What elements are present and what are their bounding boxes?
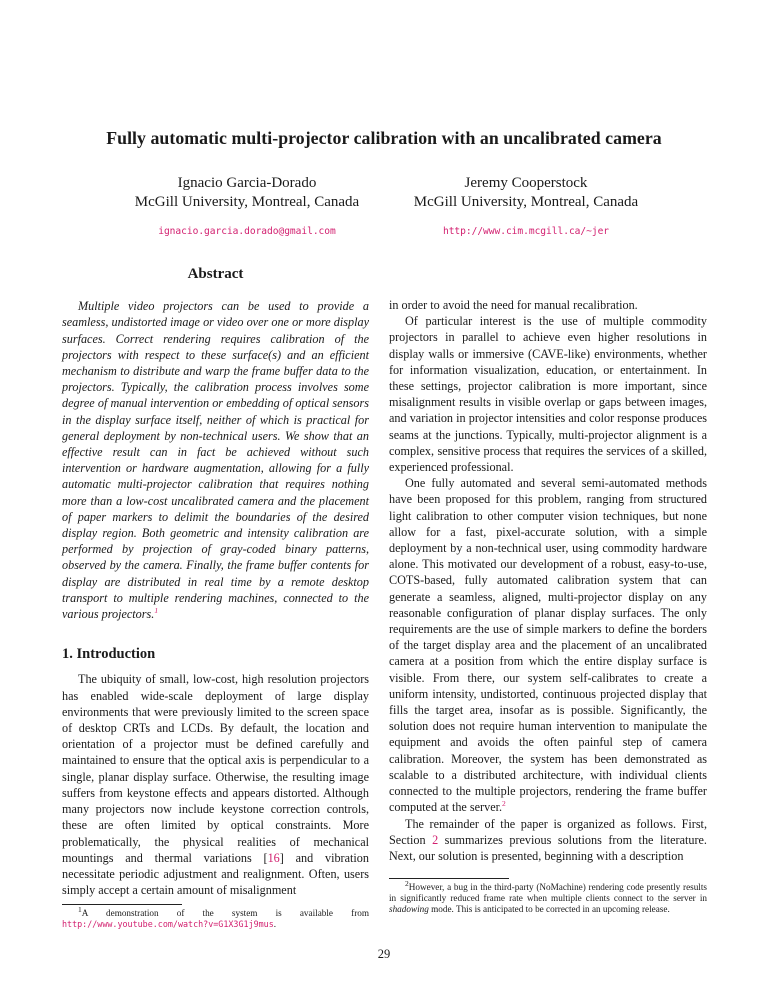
paper-title: Fully automatic multi-projector calibration with an uncalibrated camera <box>106 128 662 148</box>
intro-text-a: The ubiquity of small, low-cost, high resolution projectors has enabled wide-scale deployment of large display environments that were previously limited to the screen space of desktop CRTs and LCDs. By default, the location and orientation of a projector must be defined carefully and maintained to ensure that the optical axis is perpendicular to a single, planar display surface. Otherwise, the resulting image suffers from keystone effects and appears distorted. Although many projectors now include keystone correction controls, these are often limited by optical constraints. More problematically, the physical realities of mechanical mountings and thermal variations [ <box>62 672 369 865</box>
author-2 <box>388 174 664 241</box>
paragraph-text: One fully automated and several semi-automated methods have been proposed for this problem, ranging from structured light calibration to other computer vision techniques, but none allow for a fast, pixel-accurate solution, with a simple deployment by a non-technical user, using commodity hardware alone. This motivated our development of a robust, easy-to-use, COTS-based, fully automated calibration system that can generate a seamless, aligned, multi-projector display on any reasonable configuration of planar display surfaces. The only requirements are the use of simple markers to define the borders of the target display area and the placement of an uncalibrated camera at a position from which the entire display surface is visible. From there, our system self-calibrates to create a uniform intensity, undistorted, continuous projected display that fills the target area, insofar as is possible. Significantly, the solution does not require human intervention to manipulate the equipment and avoids the often painful step of camera calibration. Moreover, the system has been demonstrated as scalable to a distributed architecture, with individual clients connected to the multiple projectors, rendering the frame buffer computed at the server. <box>389 476 707 815</box>
footnote-2 <box>389 879 707 915</box>
author-affiliation: McGill University, Montreal, Canada <box>413 194 639 210</box>
author-affiliation: McGill University, Montreal, Canada <box>134 194 360 210</box>
citation-link[interactable]: 16 <box>267 850 280 865</box>
paragraph: in order to avoid the need for manual recalibration. <box>389 298 638 312</box>
intro-text-b: ] and vibration necessitate periodic adjustment and realignment. Often, users simply accept a certain amount of misalignment <box>62 850 369 898</box>
author-name: Jeremy Cooperstock <box>464 175 588 191</box>
footnote-video-link[interactable]: http://www.youtube.com/watch?v=G1X3G1j9mus <box>62 919 274 930</box>
abstract-body: Multiple video projectors can be used to provide a seamless, undistorted image or video over one or more display surfaces. Correct rendering requires calibration of the projectors with respect to these surface(s) and an efficient mechanism to distribute and warp the frame buffer data to the projectors. Typically, the calibration process involves some degree of manual intervention or embedding of optical sensors in the display surface itself, neither of which is practical for general deployment by non-technical users. We show that an effective result can in fact be achieved without such intervention or hardware augmentation, allowing for a fully automatic multi-projector calibration that requires nothing more than a low-cost uncalibrated camera and the placement of paper markers to delimit the boundaries of the desired display region. Both geometric and intensity calibration are performed by projection of gray-coded binary patterns, observed by the camera. Finally, the frame buffer contents for display are distributed in real time by a remote desktop transport to multiple rendering machines, connected to the various projectors. <box>62 299 369 622</box>
footnote-emphasis: shadowing <box>389 904 429 915</box>
footnote-text-a: However, a bug in the third-party (NoMachine) rendering code presently results in significantly reduced frame rate when multiple clients connect to the server in <box>389 882 707 904</box>
paragraph <box>389 475 707 815</box>
paragraph: Of particular interest is the use of multiple commodity projectors in parallel to achieve even higher resolutions in display walls or immersive (CAVE-like) environments, whether for information visualization, education, or entertainment. In these settings, projector calibration is more important, since misalignment results in visible overlap or gaps between images, and variation in projector intensities and color response produces seams at the junctions. Typically, multi-projector alignment is a complex, sensitive process that requires the services of a skilled, experienced professional. <box>389 314 707 475</box>
abstract-heading: Abstract <box>187 266 244 282</box>
paragraph-text-a: The remainder of the paper is organized as follows. First, Section <box>389 816 707 847</box>
footnote-text: A demonstration of the system is available from <box>81 908 369 919</box>
author-1 <box>108 174 386 241</box>
intro-paragraph <box>62 671 369 898</box>
page-number: 29 <box>377 947 391 961</box>
left-column <box>62 262 369 930</box>
footnote-area-right <box>389 878 707 915</box>
section-ref-link[interactable]: 2 <box>432 832 439 847</box>
right-column <box>389 297 707 915</box>
footnote-1 <box>62 905 369 930</box>
footnote-area-left <box>62 904 369 930</box>
footnote-mark: 1 <box>78 905 82 915</box>
footnote-end: . <box>273 919 277 930</box>
footnote-ref-1[interactable]: 1 <box>154 606 159 615</box>
footnote-ref-2[interactable]: 2 <box>502 799 506 809</box>
section-heading-introduction: 1. Introduction <box>62 646 156 663</box>
footnote-text-b: mode. This is anticipated to be corrected in an upcoming release. <box>428 904 670 915</box>
paragraph <box>389 816 707 865</box>
author-email-link[interactable]: ignacio.garcia.dorado@gmail.com <box>158 226 336 237</box>
author-name: Ignacio Garcia-Dorado <box>177 175 317 191</box>
footnote-mark: 2 <box>405 879 409 889</box>
paragraph-text-b: summarizes previous solutions from the literature. Next, our solution is presented, beginning with a description <box>389 832 707 863</box>
abstract-text <box>62 298 369 622</box>
author-homepage-link[interactable]: http://www.cim.mcgill.ca/~jer <box>442 226 610 237</box>
